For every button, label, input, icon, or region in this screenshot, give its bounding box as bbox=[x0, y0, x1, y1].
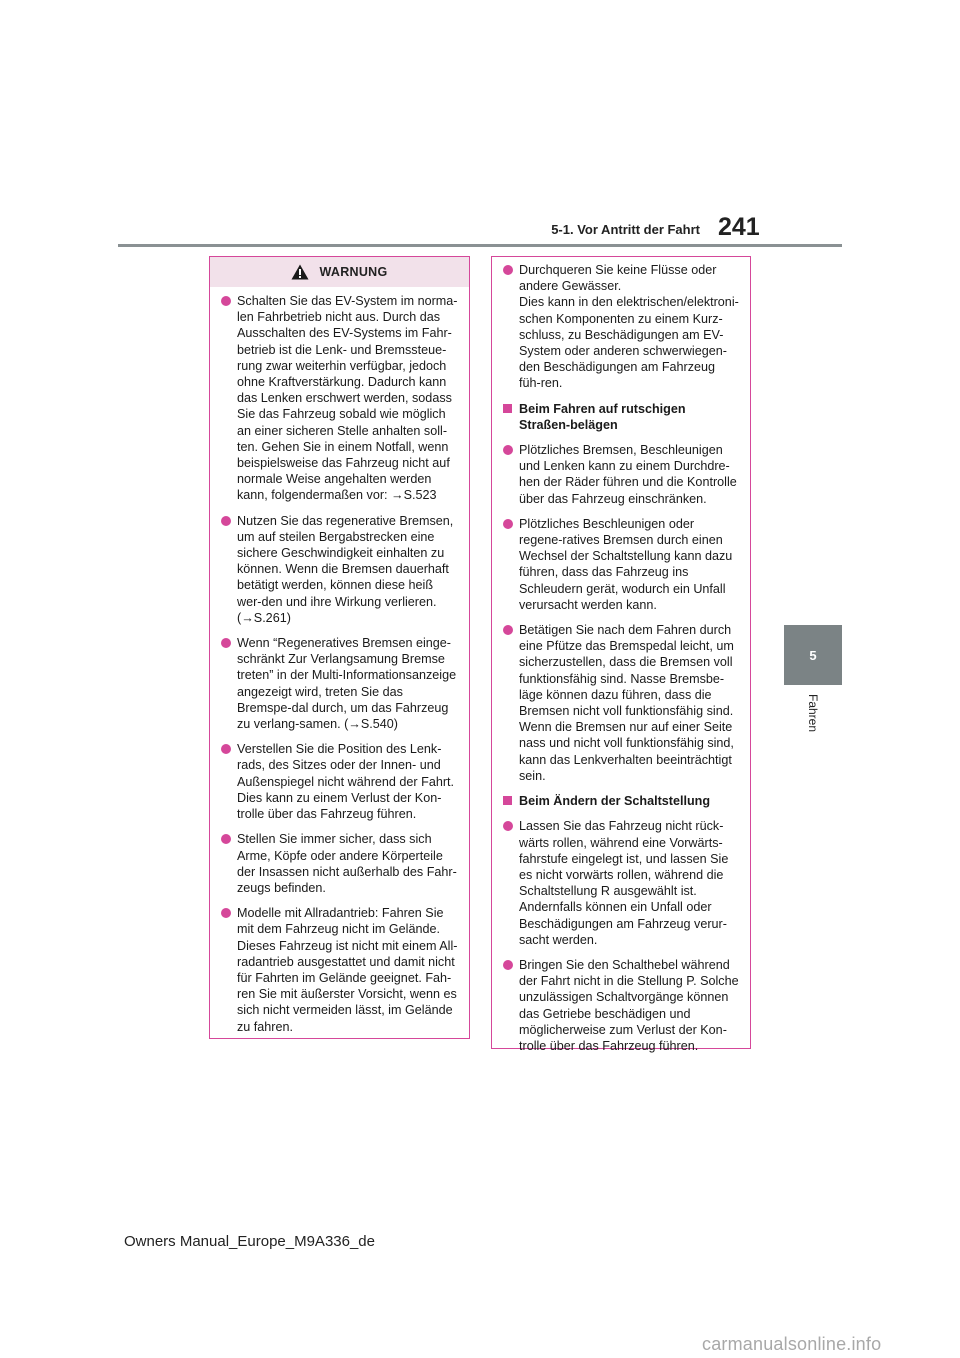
list-item bbox=[502, 442, 740, 507]
bullet-icon bbox=[503, 625, 513, 635]
item-text: Nutzen Sie das regenerative Bremsen, um auf steilen Bergabstrecken eine sichere Geschwindigkeit einhalten zu können. Wenn die Bremsen dauerhaft betätigt werden, können diese heiß wer-den und ihre Wirkung verlieren. (→S.261) bbox=[237, 513, 454, 625]
bullet-icon bbox=[221, 744, 231, 754]
bullet-icon bbox=[221, 516, 231, 526]
item-text: Verstellen Sie die Position des Lenk-rads, des Sitzes oder der Innen- und Außenspiegel nicht während der Fahrt. Dies kann zu einem Verlust der Kon-trolle über das Fahrzeug führen. bbox=[237, 742, 455, 822]
warning-header bbox=[210, 257, 469, 287]
item-text: Schalten Sie das EV-System im norma-len Fahrbetrieb nicht aus. Durch das Ausschalten des EV-Systems im Fahr-betrieb ist die Lenk- und Bremssteue-rung zwar weiterhin verfügbar, jedoch ohne Kraftverstärkung. Dadurch kann das Lenken erschwert werden, sodass Sie das Fahrzeug sobald wie möglich an einer sicheren Stelle anhalten soll-ten. Gehen Sie in einem Notfall, wenn beispielsweise das Fahrzeug nicht auf normale Weise angehalten werden kann, folgendermaßen vor: →S.523 bbox=[237, 294, 458, 503]
item-text: Bringen Sie den Schalthebel während der Fahrt nicht in die Stellung P. Solche unzulässigen Schaltvorgänge können das Getriebe beschädigen und möglicherweise zum Verlust der Kon-trolle über das Fahrzeug führen. bbox=[519, 957, 739, 1053]
item-text: Durchqueren Sie keine Flüsse oder andere Gewässer. Dies kann in den elektrischen/elektroni-schen Komponenten zu einem Kurz-schluss, zu Beschädigungen am EV-System oder anderen schwerwiegen-den Beschädigungen am Fahrzeug füh-ren. bbox=[519, 263, 739, 391]
subheading-slippery bbox=[502, 401, 740, 433]
bullet-icon bbox=[221, 908, 231, 918]
header-divider bbox=[118, 244, 842, 247]
bullet-icon bbox=[503, 265, 513, 275]
bullet-icon bbox=[503, 960, 513, 970]
bullet-icon bbox=[221, 638, 231, 648]
square-bullet-icon bbox=[503, 796, 512, 805]
item-text: Plötzliches Bremsen, Beschleunigen und Lenken kann zu einem Durchdre-hen der Räder führen und die Kontrolle über das Fahrzeug einschränken. bbox=[519, 443, 737, 506]
list-item bbox=[502, 516, 740, 613]
bullet-icon bbox=[503, 821, 513, 831]
list-item bbox=[220, 741, 459, 822]
subheading-shift bbox=[502, 793, 740, 809]
list-item bbox=[502, 622, 740, 784]
subheading-text: Beim Ändern der Schaltstellung bbox=[519, 794, 711, 809]
list-item bbox=[502, 262, 740, 392]
item-text: Plötzliches Beschleunigen oder regene-ratives Bremsen durch einen Wechsel der Schaltstellung kann dazu führen, dass das Fahrzeug ins Schleudern gerät, wodurch ein Unfall verursacht werden kann. bbox=[519, 516, 733, 612]
square-bullet-icon bbox=[503, 404, 512, 413]
list-item bbox=[220, 635, 459, 732]
item-text: Modelle mit Allradantrieb: Fahren Sie mit dem Fahrzeug nicht im Gelände. Dieses Fahrzeug ist nicht mit einem All-radantrieb ausgestattet und damit nicht für Fahrten im Gelände geeignet. Fah-ren Sie mit äußerster Vorsicht, wenn es sich nicht vermeiden lässt, im Gelände zu fahren. bbox=[237, 906, 458, 1034]
list-item bbox=[220, 831, 459, 896]
chapter-label-text: Fahren bbox=[806, 694, 820, 733]
page-number: 241 bbox=[718, 213, 760, 241]
list-item bbox=[502, 957, 740, 1054]
warning-title: WARNUNG bbox=[319, 264, 388, 279]
list-item bbox=[502, 818, 740, 948]
item-text: Betätigen Sie nach dem Fahren durch eine Pfütze das Bremspedal leicht, um sicherzustellen, dass die Bremsen voll funktionsfähig sind. Nasse Bremsbe-läge können dazu führen, dass die Bremsen nicht voll funktionsfähig sind. Wenn die Bremsen nur auf einer Seite nass und nicht voll funktionsfähig sind, kann das Lenkverhalten beeinträchtigt sein. bbox=[519, 623, 734, 783]
document-id: Owners Manual_Europe_M9A336_de bbox=[124, 1233, 375, 1250]
item-text: Stellen Sie immer sicher, dass sich Arme, Köpfe oder andere Körperteile der Insassen nicht außerhalb des Fahr-zeugs befinden. bbox=[237, 832, 457, 895]
list-item bbox=[220, 905, 459, 1035]
item-text: Wenn “Regeneratives Bremsen einge-schränkt Zur Verlangsamung Bremse treten” in der Multi-Informationsanzeige angezeigt wird, treten Sie das Bremspe-dal durch, um das Fahrzeug zu verlang-samen. (→S.540) bbox=[237, 636, 457, 732]
watermark: carmanualsonline.info bbox=[702, 1334, 882, 1354]
warning-box-left bbox=[209, 256, 470, 1039]
section-title: 5-1. Vor Antritt der Fahrt bbox=[551, 222, 700, 237]
bullet-icon bbox=[221, 296, 231, 306]
list-item bbox=[220, 513, 459, 626]
subheading-text: Beim Fahren auf rutschigen Straßen-belägen bbox=[519, 401, 686, 432]
bullet-icon bbox=[503, 519, 513, 529]
item-text: Lassen Sie das Fahrzeug nicht rück-wärts rollen, während eine Vorwärts-fahrstufe eingelegt ist, und lassen Sie es nicht vorwärts rollen, während die Schaltstellung R ausgewählt ist. Andernfalls können ein Unfall oder Beschädigungen am Fahrzeug verur-sacht werden. bbox=[519, 819, 729, 947]
chapter-label bbox=[784, 694, 842, 754]
bullet-icon bbox=[221, 834, 231, 844]
warning-box-right bbox=[491, 256, 751, 1053]
list-item bbox=[220, 293, 459, 504]
bullet-icon bbox=[503, 445, 513, 455]
warning-triangle-icon bbox=[291, 264, 309, 280]
chapter-number-tab: 5 bbox=[784, 625, 842, 685]
